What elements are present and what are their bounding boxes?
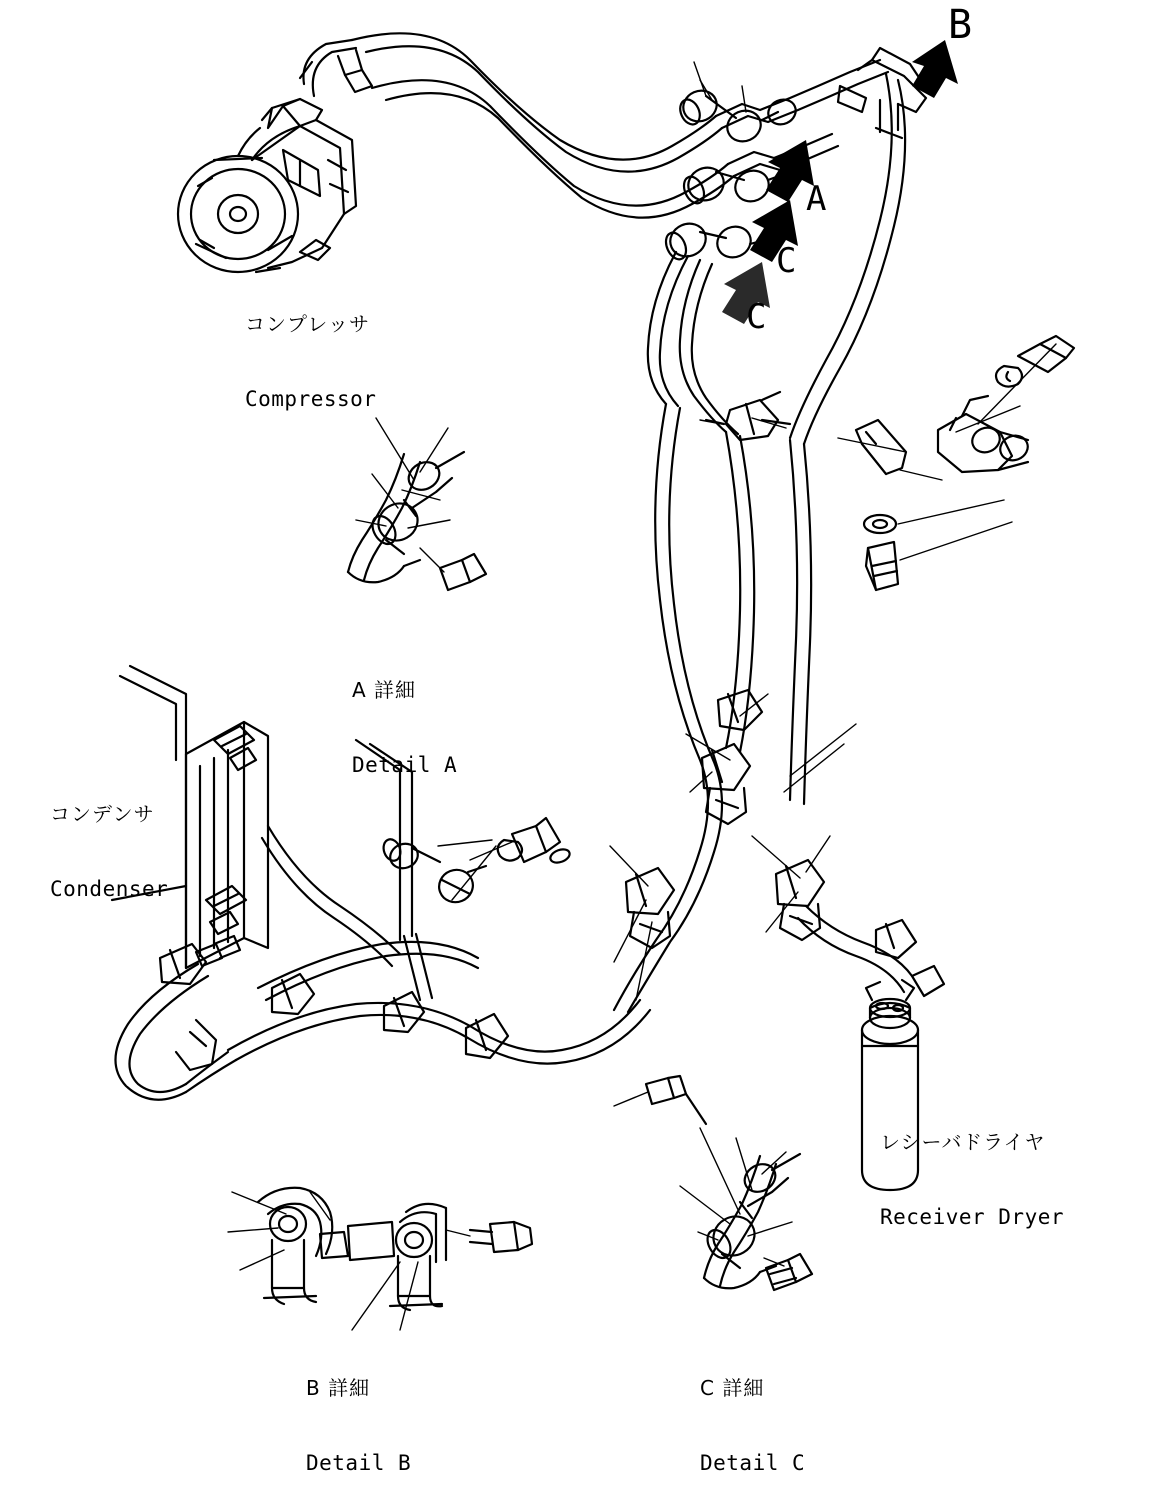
label-detail-c-jp: C 詳細 — [700, 1376, 765, 1400]
label-detail-c — [700, 1326, 805, 1491]
mid-right-bracket-assembly — [838, 336, 1074, 590]
hose-compressor-lower — [372, 80, 734, 217]
label-condenser — [50, 752, 168, 952]
lower-left-hose-run — [115, 942, 650, 1100]
label-detail-a — [352, 628, 457, 828]
label-condenser-en: Condenser — [50, 877, 169, 901]
label-detail-a-jp: A 詳細 — [352, 678, 417, 702]
callout-a: A — [806, 179, 827, 219]
label-receiver-dryer-en: Receiver Dryer — [880, 1205, 1065, 1229]
label-compressor — [245, 262, 376, 462]
hose-to-receiver-dryer — [798, 906, 944, 996]
label-compressor-jp: コンプレッサ — [245, 312, 370, 336]
compressor-inlet-tubes — [300, 40, 372, 96]
compressor-body — [178, 99, 356, 272]
detail-c-illustration — [614, 1076, 812, 1290]
label-receiver-dryer-jp: レシーバドライヤ — [880, 1130, 1046, 1154]
callout-c-upper: C — [776, 241, 797, 281]
callout-b: B — [948, 2, 973, 48]
label-detail-a-en: Detail A — [352, 753, 458, 777]
label-detail-b-jp: B 詳細 — [306, 1376, 371, 1400]
label-detail-c-en: Detail C — [700, 1451, 806, 1475]
label-detail-b-en: Detail B — [306, 1451, 412, 1475]
detail-b-illustration — [228, 1188, 532, 1330]
label-condenser-jp: コンデンサ — [50, 802, 155, 826]
label-detail-b — [306, 1326, 411, 1491]
hose-compressor-upper — [352, 33, 722, 171]
label-receiver-dryer — [880, 1080, 1064, 1280]
upper-clamp-fitting — [706, 392, 790, 440]
callout-arrows — [722, 40, 958, 324]
hose-right-vertical — [790, 74, 905, 444]
hose-left-descend — [648, 252, 688, 406]
callout-c-lower: C — [746, 297, 767, 337]
label-compressor-en: Compressor — [245, 387, 377, 411]
